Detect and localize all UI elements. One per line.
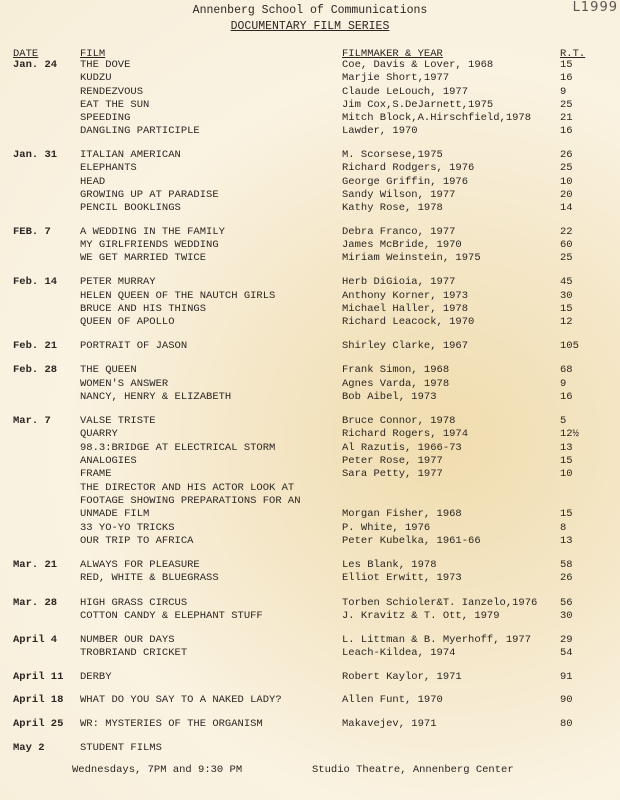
table-row bbox=[0, 202, 620, 215]
row-filmmaker: Kathy Rose, 1978 bbox=[342, 202, 443, 214]
row-film: A WEDDING IN THE FAMILY bbox=[80, 226, 225, 238]
row-running-time: 16 bbox=[560, 125, 573, 137]
row-running-time: 12½ bbox=[560, 428, 579, 440]
table-row bbox=[0, 162, 620, 175]
row-film: PETER MURRAY bbox=[80, 276, 156, 288]
row-filmmaker: Morgan Fisher, 1968 bbox=[342, 508, 462, 520]
row-running-time: 20 bbox=[560, 189, 573, 201]
table-row bbox=[0, 112, 620, 125]
row-film: EAT THE SUN bbox=[80, 99, 150, 111]
row-running-time: 9 bbox=[560, 378, 567, 390]
table-row bbox=[0, 340, 620, 353]
row-running-time: 105 bbox=[560, 340, 579, 352]
table-row bbox=[0, 559, 620, 572]
row-film: WOMEN'S ANSWER bbox=[80, 378, 169, 390]
table-row bbox=[0, 276, 620, 289]
header-filmmaker: FILMMAKER & YEAR bbox=[342, 48, 443, 60]
table-row bbox=[0, 252, 620, 265]
table-row bbox=[0, 364, 620, 377]
row-filmmaker: Leach-Kildea, 1974 bbox=[342, 647, 456, 659]
table-row bbox=[0, 671, 620, 684]
institution-title: Annenberg School of Communications bbox=[192, 4, 428, 17]
row-running-time: 10 bbox=[560, 176, 573, 188]
row-filmmaker: M. Scorsese,1975 bbox=[342, 149, 443, 161]
row-film: MY GIRLFRIENDS WEDDING bbox=[80, 239, 219, 251]
table-row bbox=[0, 86, 620, 99]
row-filmmaker: Richard Rodgers, 1976 bbox=[342, 162, 475, 174]
row-film: ITALIAN AMERICAN bbox=[80, 149, 181, 161]
table-row bbox=[0, 428, 620, 441]
row-filmmaker: Agnes Varda, 1978 bbox=[342, 378, 450, 390]
row-running-time: 56 bbox=[560, 597, 573, 609]
row-film: PORTRAIT OF JASON bbox=[80, 340, 188, 352]
series-title bbox=[0, 20, 620, 33]
row-film: WHAT DO YOU SAY TO A NAKED LADY? bbox=[80, 694, 282, 706]
row-filmmaker: P. White, 1976 bbox=[342, 522, 431, 534]
row-film: THE QUEEN bbox=[80, 364, 137, 376]
row-filmmaker: Lawder, 1970 bbox=[342, 125, 418, 137]
row-date: Feb. 14 bbox=[13, 276, 58, 288]
row-film: WE GET MARRIED TWICE bbox=[80, 252, 207, 264]
row-film: HEAD bbox=[80, 176, 106, 188]
row-filmmaker: Bob Aibel, 1973 bbox=[342, 391, 437, 403]
row-filmmaker: Elliot Erwitt, 1973 bbox=[342, 572, 462, 584]
row-running-time: 14 bbox=[560, 202, 573, 214]
row-filmmaker: Richard Rogers, 1974 bbox=[342, 428, 469, 440]
row-filmmaker: Debra Franco, 1977 bbox=[342, 226, 456, 238]
header-date: DATE bbox=[13, 48, 39, 60]
table-row bbox=[0, 610, 620, 623]
row-film: DERBY bbox=[80, 671, 112, 683]
row-running-time: 8 bbox=[560, 522, 567, 534]
row-filmmaker: George Griffin, 1976 bbox=[342, 176, 469, 188]
series-title-text: DOCUMENTARY FILM SERIES bbox=[230, 20, 390, 33]
header-rt: R.T. bbox=[560, 48, 586, 60]
row-film: HIGH GRASS CIRCUS bbox=[80, 597, 188, 609]
table-row bbox=[0, 99, 620, 112]
row-film: FOOTAGE SHOWING PREPARATIONS FOR AN bbox=[80, 495, 301, 507]
table-row bbox=[0, 391, 620, 404]
row-filmmaker: Peter Rose, 1977 bbox=[342, 455, 443, 467]
footer-schedule: Wednesdays, 7PM and 9:30 PM bbox=[72, 764, 243, 776]
row-running-time: 30 bbox=[560, 610, 573, 622]
row-filmmaker: Richard Leacock, 1970 bbox=[342, 316, 475, 328]
table-row bbox=[0, 149, 620, 162]
row-film: QUEEN OF APOLLO bbox=[80, 316, 175, 328]
row-running-time: 25 bbox=[560, 162, 573, 174]
row-running-time: 29 bbox=[560, 634, 573, 646]
row-filmmaker: Les Blank, 1978 bbox=[342, 559, 437, 571]
row-filmmaker: Sara Petty, 1977 bbox=[342, 468, 443, 480]
row-running-time: 15 bbox=[560, 455, 573, 467]
row-running-time: 91 bbox=[560, 671, 573, 683]
row-date: Jan. 24 bbox=[13, 59, 58, 71]
row-film: FRAME bbox=[80, 468, 112, 480]
row-film: GROWING UP AT PARADISE bbox=[80, 189, 219, 201]
row-date: April 18 bbox=[13, 694, 64, 706]
row-running-time: 16 bbox=[560, 72, 573, 84]
row-film: THE DOVE bbox=[80, 59, 131, 71]
row-filmmaker: J. Kravitz & T. Ott, 1979 bbox=[342, 610, 500, 622]
table-row bbox=[0, 303, 620, 316]
table-row bbox=[0, 189, 620, 202]
row-running-time: 58 bbox=[560, 559, 573, 571]
table-row bbox=[0, 647, 620, 660]
row-running-time: 80 bbox=[560, 718, 573, 730]
row-filmmaker: Allen Funt, 1970 bbox=[342, 694, 443, 706]
row-filmmaker: Peter Kubelka, 1961-66 bbox=[342, 535, 481, 547]
row-filmmaker: Shirley Clarke, 1967 bbox=[342, 340, 469, 352]
row-date: May 2 bbox=[13, 742, 45, 754]
row-date: Mar. 21 bbox=[13, 559, 58, 571]
table-row bbox=[0, 634, 620, 647]
table-row bbox=[0, 718, 620, 731]
row-filmmaker: Anthony Korner, 1973 bbox=[342, 290, 469, 302]
table-row bbox=[0, 522, 620, 535]
row-filmmaker: Torben Schioler&T. Ianzelo,1976 bbox=[342, 597, 538, 609]
row-filmmaker: Sandy Wilson, 1977 bbox=[342, 189, 456, 201]
row-film: WR: MYSTERIES OF THE ORGANISM bbox=[80, 718, 263, 730]
row-date: Mar. 7 bbox=[13, 415, 51, 427]
row-date: April 4 bbox=[13, 634, 58, 646]
table-row bbox=[0, 290, 620, 303]
table-row bbox=[0, 482, 620, 495]
table-row bbox=[0, 455, 620, 468]
table-row bbox=[0, 468, 620, 481]
row-film: ALWAYS FOR PLEASURE bbox=[80, 559, 200, 571]
row-filmmaker: Miriam Weinstein, 1975 bbox=[342, 252, 481, 264]
row-running-time: 90 bbox=[560, 694, 573, 706]
row-running-time: 15 bbox=[560, 508, 573, 520]
table-row bbox=[0, 239, 620, 252]
row-film: 98.3:BRIDGE AT ELECTRICAL STORM bbox=[80, 442, 276, 454]
row-film: RENDEZVOUS bbox=[80, 86, 144, 98]
row-date: Jan. 31 bbox=[13, 149, 58, 161]
row-film: ANALOGIES bbox=[80, 455, 137, 467]
row-running-time: 12 bbox=[560, 316, 573, 328]
row-filmmaker: L. Littman & B. Myerhoff, 1977 bbox=[342, 634, 532, 646]
row-running-time: 26 bbox=[560, 149, 573, 161]
row-film: BRUCE AND HIS THINGS bbox=[80, 303, 207, 315]
row-filmmaker: Jim Cox,S.DeJarnett,1975 bbox=[342, 99, 494, 111]
table-row bbox=[0, 572, 620, 585]
row-film: OUR TRIP TO AFRICA bbox=[80, 535, 194, 547]
table-row bbox=[0, 226, 620, 239]
row-film: COTTON CANDY & ELEPHANT STUFF bbox=[80, 610, 263, 622]
row-filmmaker: James McBride, 1970 bbox=[342, 239, 462, 251]
row-running-time: 13 bbox=[560, 535, 573, 547]
row-film: UNMADE FILM bbox=[80, 508, 150, 520]
row-film: VALSE TRISTE bbox=[80, 415, 156, 427]
table-row bbox=[0, 316, 620, 329]
row-date: Feb. 21 bbox=[13, 340, 58, 352]
row-filmmaker: Herb DiGioia, 1977 bbox=[342, 276, 456, 288]
row-date: FEB. 7 bbox=[13, 226, 51, 238]
row-film: NUMBER OUR DAYS bbox=[80, 634, 175, 646]
row-film: TROBRIAND CRICKET bbox=[80, 647, 188, 659]
row-film: NANCY, HENRY & ELIZABETH bbox=[80, 391, 232, 403]
row-filmmaker: Marjie Short,1977 bbox=[342, 72, 450, 84]
row-date: April 25 bbox=[13, 718, 64, 730]
row-filmmaker: Makavejev, 1971 bbox=[342, 718, 437, 730]
row-film: ELEPHANTS bbox=[80, 162, 137, 174]
row-date: Mar. 28 bbox=[13, 597, 58, 609]
row-film: PENCIL BOOKLINGS bbox=[80, 202, 181, 214]
row-film: KUDZU bbox=[80, 72, 112, 84]
table-row bbox=[0, 59, 620, 72]
table-row bbox=[0, 72, 620, 85]
table-row bbox=[0, 442, 620, 455]
row-running-time: 9 bbox=[560, 86, 567, 98]
table-row bbox=[0, 415, 620, 428]
row-filmmaker: Claude LeLouch, 1977 bbox=[342, 86, 469, 98]
row-filmmaker: Coe, Davis & Lover, 1968 bbox=[342, 59, 494, 71]
row-running-time: 45 bbox=[560, 276, 573, 288]
footer-location: Studio Theatre, Annenberg Center bbox=[312, 764, 514, 776]
row-film: SPEEDING bbox=[80, 112, 131, 124]
table-row bbox=[0, 694, 620, 707]
table-row bbox=[0, 508, 620, 521]
row-film: RED, WHITE & BLUEGRASS bbox=[80, 572, 219, 584]
row-filmmaker: Michael Haller, 1978 bbox=[342, 303, 469, 315]
row-running-time: 68 bbox=[560, 364, 573, 376]
handwritten-note: L1999 bbox=[572, 0, 618, 15]
row-filmmaker: Frank Simon, 1968 bbox=[342, 364, 450, 376]
row-filmmaker: Mitch Block,A.Hirschfield,1978 bbox=[342, 112, 532, 124]
row-running-time: 26 bbox=[560, 572, 573, 584]
row-running-time: 25 bbox=[560, 252, 573, 264]
row-running-time: 21 bbox=[560, 112, 573, 124]
row-date: Feb. 28 bbox=[13, 364, 58, 376]
row-running-time: 30 bbox=[560, 290, 573, 302]
row-running-time: 10 bbox=[560, 468, 573, 480]
row-filmmaker: Robert Kaylor, 1971 bbox=[342, 671, 462, 683]
row-running-time: 5 bbox=[560, 415, 567, 427]
row-film: STUDENT FILMS bbox=[80, 742, 162, 754]
row-filmmaker: Bruce Connor, 1978 bbox=[342, 415, 456, 427]
row-running-time: 16 bbox=[560, 391, 573, 403]
row-film: QUARRY bbox=[80, 428, 118, 440]
row-running-time: 54 bbox=[560, 647, 573, 659]
table-row bbox=[0, 535, 620, 548]
row-running-time: 25 bbox=[560, 99, 573, 111]
table-row bbox=[0, 378, 620, 391]
row-film: HELEN QUEEN OF THE NAUTCH GIRLS bbox=[80, 290, 276, 302]
table-row bbox=[0, 597, 620, 610]
table-row bbox=[0, 495, 620, 508]
row-running-time: 60 bbox=[560, 239, 573, 251]
row-running-time: 15 bbox=[560, 303, 573, 315]
row-running-time: 22 bbox=[560, 226, 573, 238]
row-film: 33 YO-YO TRICKS bbox=[80, 522, 175, 534]
row-running-time: 13 bbox=[560, 442, 573, 454]
row-filmmaker: Al Razutis, 1966-73 bbox=[342, 442, 462, 454]
row-film: THE DIRECTOR AND HIS ACTOR LOOK AT bbox=[80, 482, 295, 494]
header-film: FILM bbox=[80, 48, 106, 60]
table-row bbox=[0, 742, 620, 755]
row-date: April 11 bbox=[13, 671, 64, 683]
table-row bbox=[0, 176, 620, 189]
row-film: DANGLING PARTICIPLE bbox=[80, 125, 200, 137]
row-running-time: 15 bbox=[560, 59, 573, 71]
table-row bbox=[0, 125, 620, 138]
